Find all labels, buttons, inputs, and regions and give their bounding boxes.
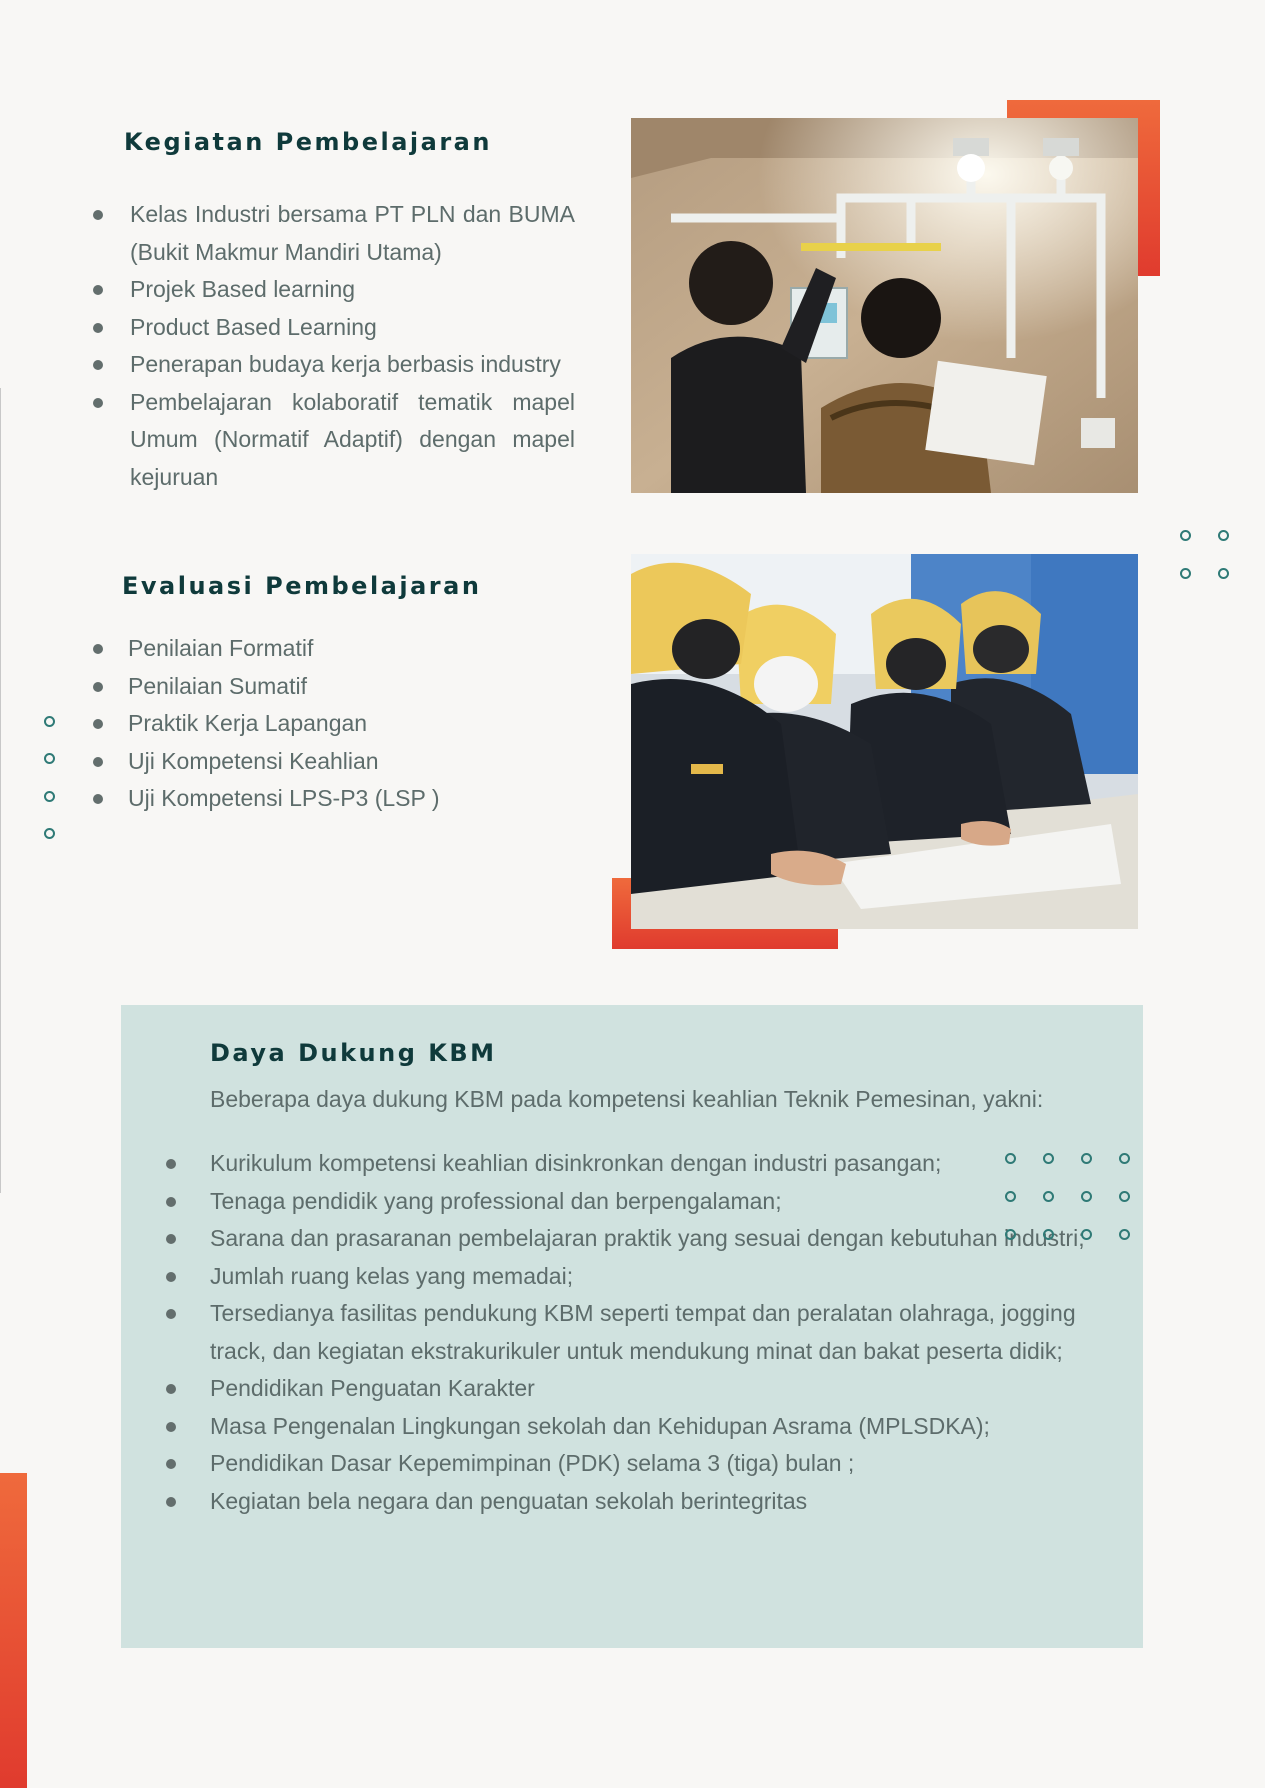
daya-dukung-intro: Beberapa daya dukung KBM pada kompetensi keahlian Teknik Pemesinan, yakni: bbox=[210, 1086, 1044, 1112]
list-item: Uji Kompetensi Keahlian bbox=[128, 743, 568, 781]
list-item: Tersedianya fasilitas pendukung KBM seperti tempat dan peralatan olahraga, jogging track, dan kegiatan ekstrakurikuler untuk mendukung minat dan bakat peserta didik; bbox=[210, 1295, 1110, 1370]
list-item: Sarana dan prasaranan pembelajaran praktik yang sesuai dengan kebutuhan industri; bbox=[210, 1220, 1110, 1258]
list-item: Penilaian Sumatif bbox=[128, 668, 568, 706]
electrical-installation-photo bbox=[631, 118, 1138, 493]
students-writing-image bbox=[631, 554, 1138, 929]
list-item: Jumlah ruang kelas yang memadai; bbox=[210, 1258, 1110, 1296]
evaluasi-list bbox=[128, 630, 568, 818]
list-item: Tenaga pendidik yang professional dan berpengalaman; bbox=[210, 1183, 1110, 1221]
students-writing-photo bbox=[631, 554, 1138, 929]
list-item: Pendidikan Dasar Kepemimpinan (PDK) selama 3 (tiga) bulan ; bbox=[210, 1445, 1110, 1483]
accent-bar-bottom-left bbox=[0, 1473, 27, 1788]
list-item: Penerapan budaya kerja berbasis industry bbox=[130, 346, 575, 384]
electrical-installation-image bbox=[631, 118, 1138, 493]
list-item: Kurikulum kompetensi keahlian disinkronkan dengan industri pasangan; bbox=[210, 1145, 1110, 1183]
list-item: Uji Kompetensi LPS-P3 (LSP ) bbox=[128, 780, 568, 818]
list-item: Masa Pengenalan Lingkungan sekolah dan Kehidupan Asrama (MPLSDKA); bbox=[210, 1408, 1110, 1446]
list-item: Kegiatan bela negara dan penguatan sekolah berintegritas bbox=[210, 1483, 1110, 1521]
list-item: Pendidikan Penguatan Karakter bbox=[210, 1370, 1110, 1408]
kegiatan-title: Kegiatan Pembelajaran bbox=[124, 128, 492, 156]
list-item: Penilaian Formatif bbox=[128, 630, 568, 668]
left-edge-line bbox=[0, 388, 1, 1193]
kegiatan-list bbox=[130, 196, 575, 496]
evaluasi-title: Evaluasi Pembelajaran bbox=[122, 572, 482, 600]
list-item: Product Based Learning bbox=[130, 309, 575, 347]
list-item: Pembelajaran kolaboratif tematik mapel Umum (Normatif Adaptif) dengan mapel kejuruan bbox=[130, 384, 575, 497]
list-item: Praktik Kerja Lapangan bbox=[128, 705, 568, 743]
list-item: Kelas Industri bersama PT PLN dan BUMA (Bukit Makmur Mandiri Utama) bbox=[130, 196, 575, 271]
daya-dukung-list bbox=[210, 1145, 1110, 1520]
list-item: Projek Based learning bbox=[130, 271, 575, 309]
daya-dukung-title: Daya Dukung KBM bbox=[210, 1039, 497, 1067]
